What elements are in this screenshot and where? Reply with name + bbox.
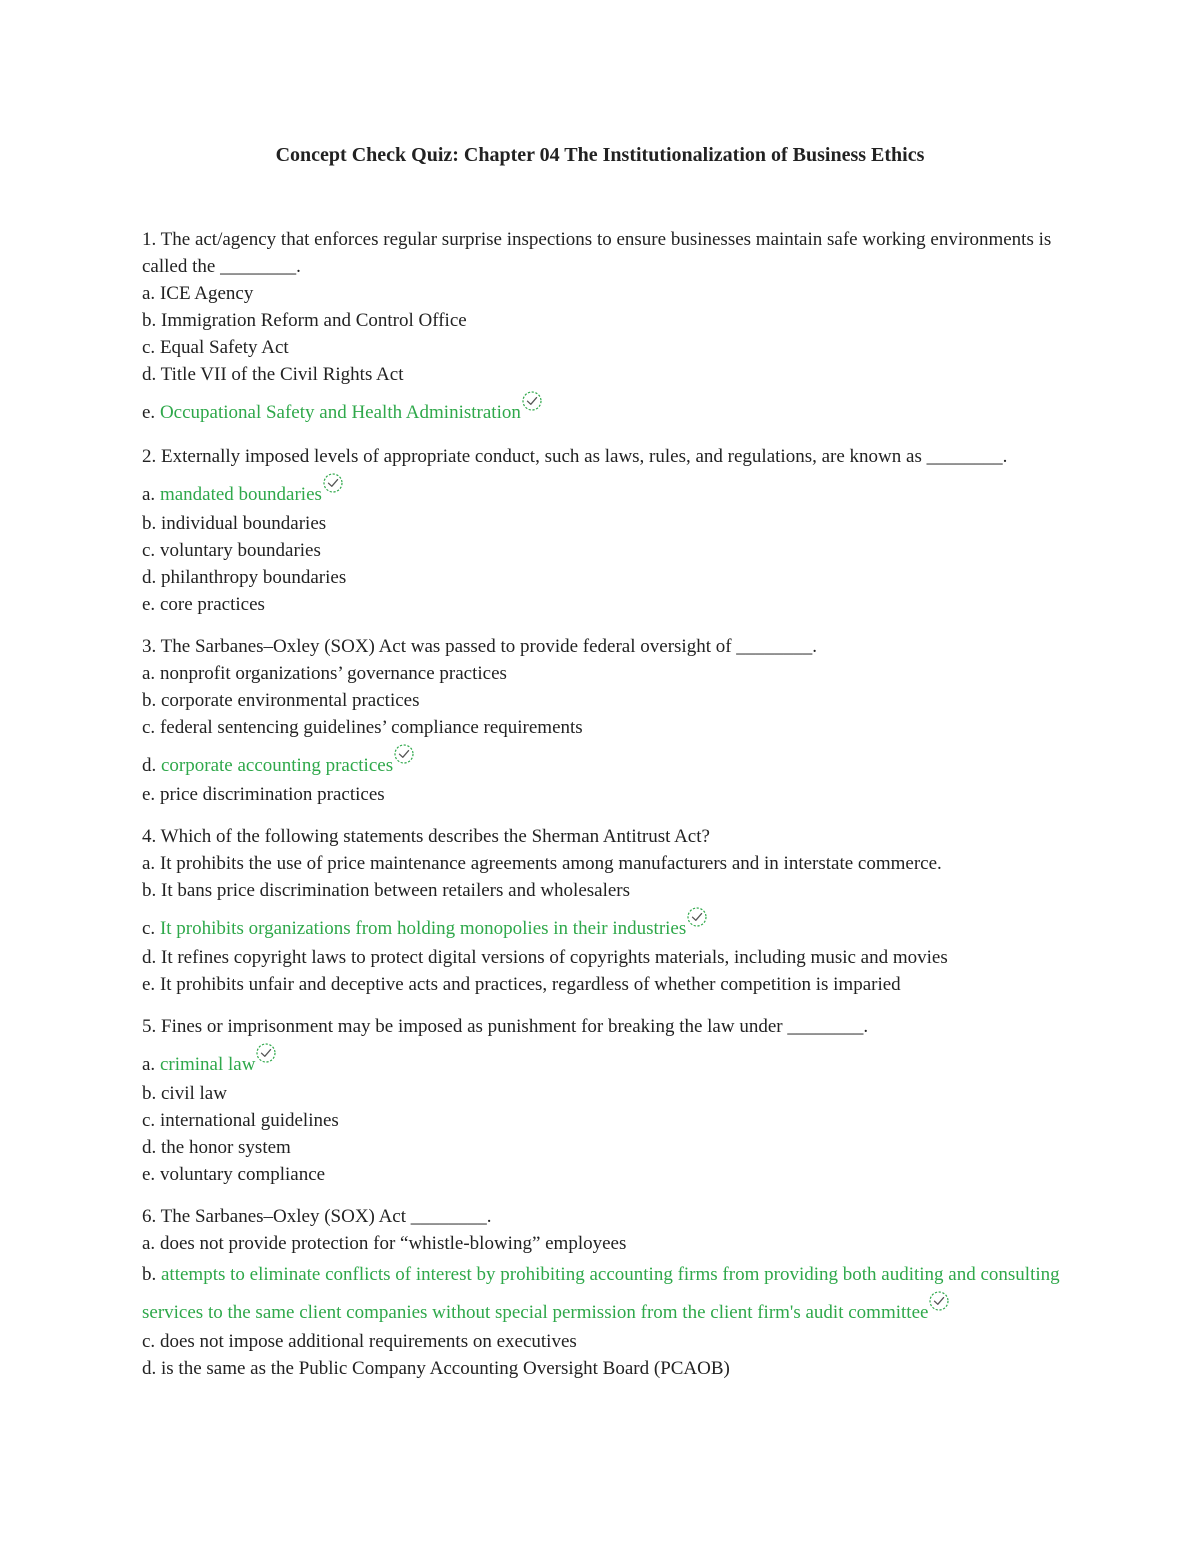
option-letter: e. (142, 1164, 156, 1185)
answer-option (142, 361, 1062, 388)
option-text: is the same as the Public Company Accounting Oversight Board (PCAOB) (161, 1358, 730, 1379)
question-5 (142, 1013, 1062, 1188)
correct-answer-option (142, 472, 1062, 510)
answer-option (142, 660, 1062, 687)
option-letter: b. (142, 1264, 157, 1285)
check-circle-icon (393, 743, 415, 765)
option-letter: c. (142, 1110, 156, 1131)
option-text: the honor system (161, 1137, 291, 1158)
option-letter: c. (142, 717, 156, 738)
answer-option (142, 944, 1062, 971)
option-text: It bans price discrimination between retailers and wholesalers (161, 880, 631, 901)
option-text: attempts to eliminate conflicts of interest by prohibiting accounting firms from providing both auditing and consulting services to the same client companies without special permission from the client firm's audit committee (142, 1264, 1060, 1323)
page-title: Concept Check Quiz: Chapter 04 The Institutionalization of Business Ethics (275, 144, 925, 166)
option-letter: b. (142, 1083, 157, 1104)
option-letter: d. (142, 567, 157, 588)
answer-option (142, 1328, 1062, 1355)
option-letter: a. (142, 663, 156, 684)
answer-option (142, 280, 1062, 307)
option-text: philanthropy boundaries (161, 567, 347, 588)
option-letter: b. (142, 880, 157, 901)
correct-answer-option (142, 906, 1062, 944)
option-text: corporate environmental practices (161, 690, 420, 711)
question-stem: 4. Which of the following statements describes the Sherman Antitrust Act? (142, 826, 710, 847)
answer-option (142, 334, 1062, 361)
answer-option (142, 1080, 1062, 1107)
answer-option (142, 687, 1062, 714)
option-letter: a. (142, 484, 156, 505)
option-text: It prohibits unfair and deceptive acts and practices, regardless of whether competition is imparied (159, 974, 901, 995)
option-text: Title VII of the Civil Rights Act (160, 364, 404, 385)
option-text: voluntary boundaries (159, 540, 321, 561)
option-text: civil law (161, 1083, 227, 1104)
correct-answer-option (142, 743, 1062, 781)
check-circle-icon (322, 472, 344, 494)
check-circle-icon (686, 906, 708, 928)
correct-answer-option (142, 390, 1062, 428)
check-circle-icon (521, 390, 543, 412)
answer-option (142, 714, 1062, 741)
question-4 (142, 823, 1062, 998)
option-text: corporate accounting practices (161, 755, 394, 776)
option-letter: e. (142, 402, 156, 423)
question-6 (142, 1203, 1062, 1382)
option-letter: a. (142, 283, 156, 304)
option-letter: c. (142, 1331, 156, 1352)
question-stem: 2. Externally imposed levels of appropriate conduct, such as laws, rules, and regulations, are known as ________. (142, 446, 1008, 467)
option-text: It prohibits organizations from holding monopolies in their industries (159, 918, 687, 939)
option-text: mandated boundaries (159, 484, 322, 505)
check-circle-icon (255, 1042, 277, 1064)
question-stem: 3. The Sarbanes–Oxley (SOX) Act was passed to provide federal oversight of ________. (142, 636, 818, 657)
answer-option (142, 1107, 1062, 1134)
option-letter: e. (142, 974, 156, 995)
answer-option (142, 510, 1062, 537)
option-text: does not provide protection for “whistle-blowing” employees (159, 1233, 627, 1254)
option-letter: d. (142, 364, 157, 385)
option-text: ICE Agency (159, 283, 254, 304)
question-1 (142, 226, 1062, 428)
option-text: international guidelines (159, 1110, 339, 1131)
option-letter: a. (142, 1054, 156, 1075)
check-circle-icon (928, 1290, 950, 1312)
question-2 (142, 443, 1062, 618)
answer-option (142, 850, 1062, 877)
quiz-body (142, 226, 1062, 1397)
question-stem: 1. The act/agency that enforces regular surprise inspections to ensure businesses maintain safe working environments is called the ________. (142, 229, 1052, 277)
option-text: core practices (159, 594, 265, 615)
answer-option (142, 1355, 1062, 1382)
option-text: price discrimination practices (159, 784, 385, 805)
option-letter: e. (142, 784, 156, 805)
answer-option (142, 1230, 1062, 1257)
answer-option (142, 537, 1062, 564)
answer-option (142, 781, 1062, 808)
correct-answer-option (142, 1042, 1062, 1080)
option-letter: a. (142, 1233, 156, 1254)
answer-option (142, 591, 1062, 618)
option-text: does not impose additional requirements on executives (159, 1331, 577, 1352)
option-letter: d. (142, 947, 157, 968)
answer-option (142, 971, 1062, 998)
option-text: It prohibits the use of price maintenance agreements among manufacturers and in interstate commerce. (159, 853, 942, 874)
answer-option (142, 1134, 1062, 1161)
option-text: It refines copyright laws to protect digital versions of copyrights materials, including music and movies (161, 947, 948, 968)
answer-option (142, 564, 1062, 591)
question-stem: 6. The Sarbanes–Oxley (SOX) Act ________. (142, 1206, 492, 1227)
option-text: Equal Safety Act (159, 337, 289, 358)
question-stem: 5. Fines or imprisonment may be imposed as punishment for breaking the law under ________. (142, 1016, 869, 1037)
option-text: Immigration Reform and Control Office (161, 310, 467, 331)
option-text: voluntary compliance (159, 1164, 326, 1185)
correct-answer-option (142, 1259, 1062, 1328)
option-letter: d. (142, 1358, 157, 1379)
option-letter: d. (142, 755, 157, 776)
option-text: criminal law (159, 1054, 256, 1075)
option-letter: d. (142, 1137, 157, 1158)
option-text: federal sentencing guidelines’ compliance requirements (159, 717, 583, 738)
answer-option (142, 1161, 1062, 1188)
option-text: individual boundaries (161, 513, 327, 534)
question-3 (142, 633, 1062, 808)
option-text: Occupational Safety and Health Administration (159, 402, 521, 423)
answer-option (142, 307, 1062, 334)
option-text: nonprofit organizations’ governance practices (159, 663, 507, 684)
option-letter: b. (142, 513, 157, 534)
option-letter: c. (142, 540, 156, 561)
option-letter: a. (142, 853, 156, 874)
option-letter: c. (142, 337, 156, 358)
option-letter: b. (142, 690, 157, 711)
option-letter: b. (142, 310, 157, 331)
option-letter: c. (142, 918, 156, 939)
answer-option (142, 877, 1062, 904)
option-letter: e. (142, 594, 156, 615)
